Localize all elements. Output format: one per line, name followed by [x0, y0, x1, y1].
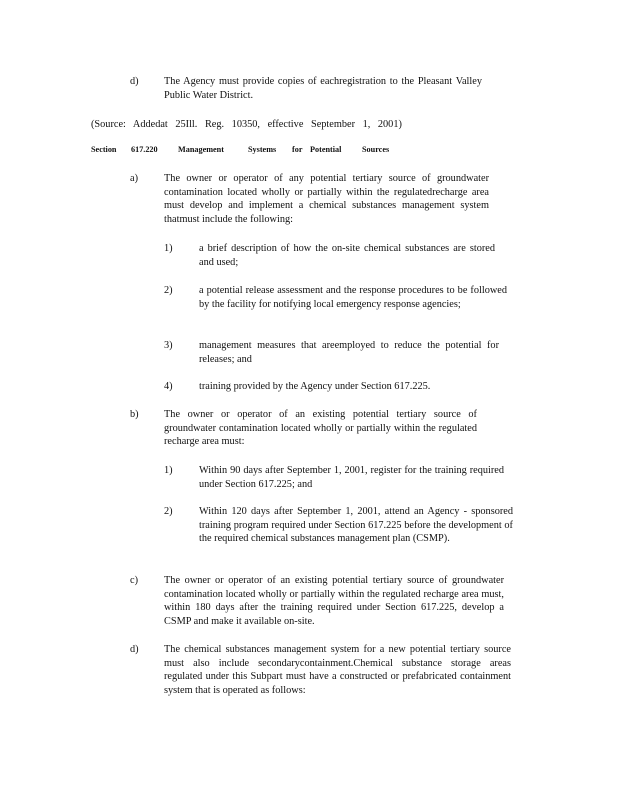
- section-label: Section: [91, 145, 117, 154]
- subsection-text: The owner or operator of an existing potential tertiary source of groundwater contamination located wholly or partially within the regulated recharge area must:: [164, 409, 477, 448]
- section-title-word: Sources: [362, 145, 390, 154]
- item-text: The Agency must provide copies of eachregistration to the Pleasant Valley Public Water District.: [164, 76, 482, 101]
- item-label: d): [130, 76, 139, 87]
- list-item-label: 4): [164, 381, 173, 392]
- list-item-text: Within 120 days after September 1, 2001, attend an Agency - sponsored training program required under Section 617.225 before the development of the required chemical substances management plan (CSMP).: [199, 506, 513, 545]
- section-title-word: for: [292, 145, 303, 154]
- list-item-text: management measures that areemployed to reduce the potential for releases; and: [199, 340, 499, 365]
- subsection-text: The chemical substances management system for a new potential tertiary source must also include secondarycontainment.Chemical substance storage areas regulated under this Subpart must have a constructed or prefabricated containment system that is operated as follows:: [164, 644, 511, 696]
- list-item-label: 2): [164, 506, 173, 517]
- subsection-label: c): [130, 575, 138, 586]
- list-item-label: 1): [164, 243, 173, 254]
- section-title-word: Systems: [248, 145, 277, 154]
- list-item-text: Within 90 days after September 1, 2001, register for the training required under Section 617.225; and: [199, 465, 504, 490]
- subsection-text: The owner or operator of an existing potential tertiary source of groundwater contamination located wholly or partially within the regulated recharge area must, within 180 days after the training required under Section 617.225, develop a CSMP and make it available on-site.: [164, 575, 504, 627]
- source-note: (Source: Addedat 25Ill. Reg. 10350, effective September 1, 2001): [91, 119, 402, 130]
- section-title-word: Potential: [310, 145, 342, 154]
- list-item-label: 2): [164, 285, 173, 296]
- section-number: 617.220: [131, 145, 158, 154]
- subsection-label: b): [130, 409, 139, 420]
- subsection-label: d): [130, 644, 139, 655]
- list-item-label: 1): [164, 465, 173, 476]
- list-item-text: a potential release assessment and the response procedures to be followed by the facility for notifying local emergency response agencies;: [199, 285, 507, 310]
- list-item-label: 3): [164, 340, 173, 351]
- section-title-word: Management: [178, 145, 224, 154]
- subsection-label: a): [130, 173, 138, 184]
- list-item-text: a brief description of how the on-site chemical substances are stored and used;: [199, 243, 495, 268]
- subsection-text: The owner or operator of any potential tertiary source of groundwater contamination located wholly or partially within the regulatedrecharge area must develop and implement a chemical substances management system thatmust include the following:: [164, 173, 489, 225]
- list-item-text: training provided by the Agency under Section 617.225.: [199, 381, 431, 392]
